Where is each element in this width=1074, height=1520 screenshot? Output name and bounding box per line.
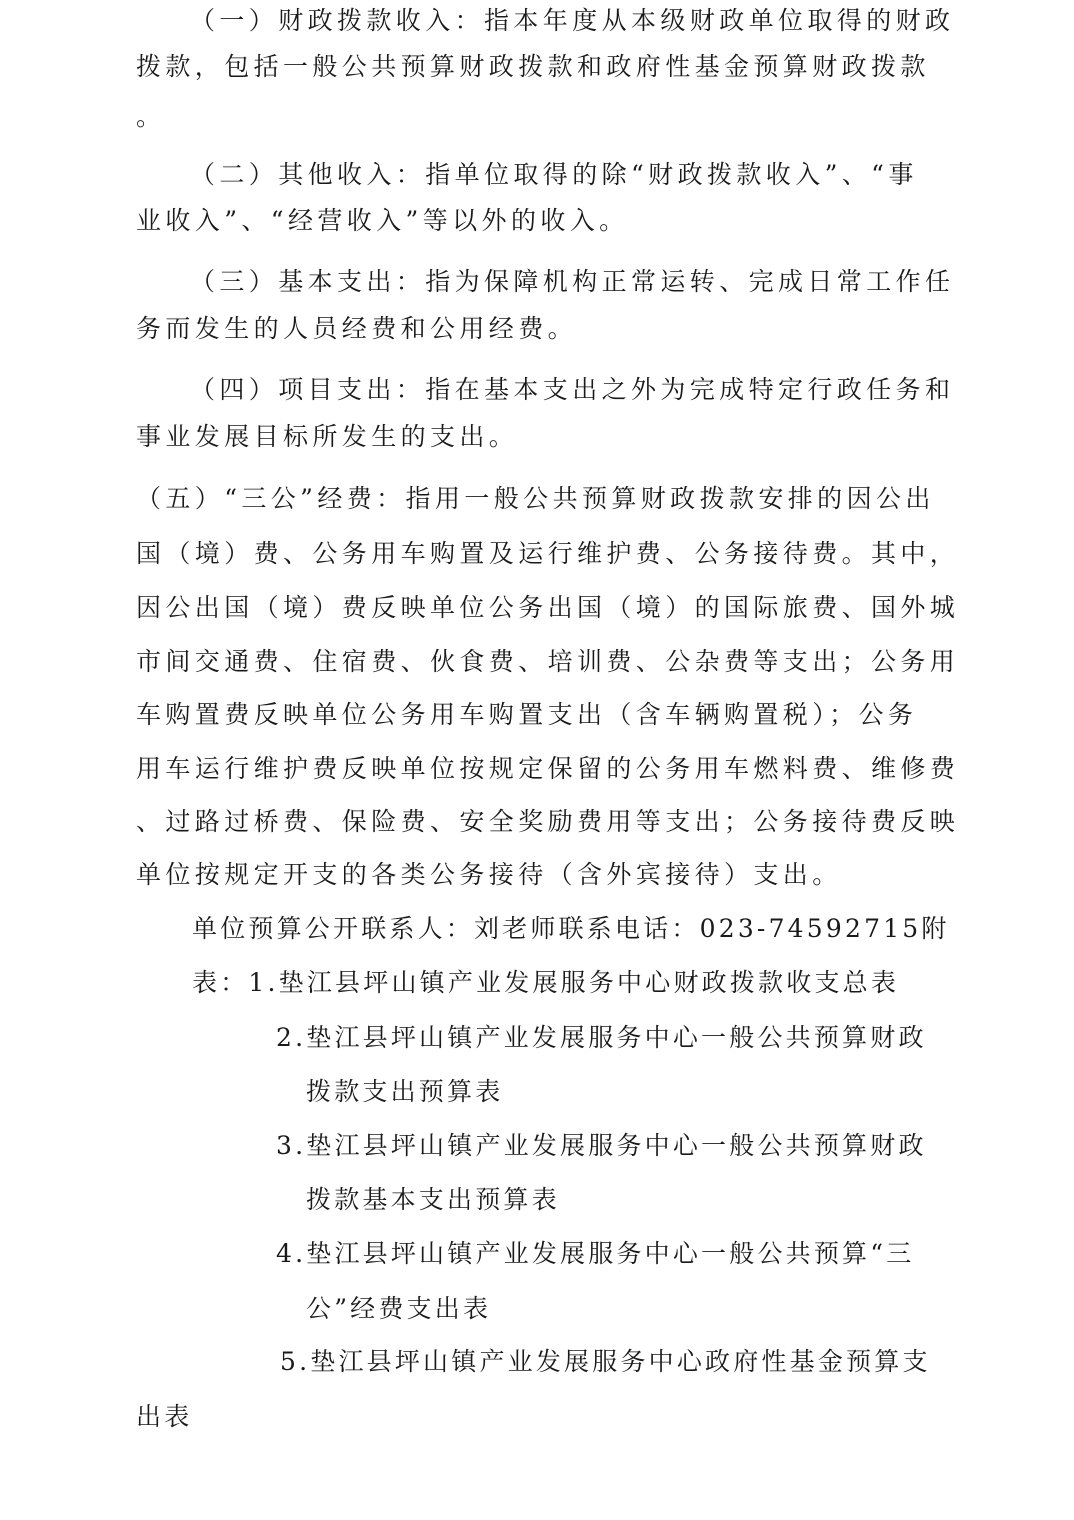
item5-line8: 单位按规定开支的各类公务接待（含外宾接待）支出。	[136, 860, 842, 889]
item1-line2: 拨款，包括一般公共预算财政拨款和政府性基金预算财政拨款	[136, 52, 930, 81]
item5-line3: 因公出国（境）费反映单位公务出国（境）的国际旅费、国外城	[136, 593, 960, 622]
item5-line6: 用车运行维护费反映单位按规定保留的公务用车燃料费、维修费	[136, 754, 960, 783]
attachments-lead: 表：1.垫江县坪山镇产业发展服务中心财政拨款收支总表	[192, 968, 900, 997]
attachment-2-line1: 2.垫江县坪山镇产业发展服务中心一般公共预算财政	[276, 1023, 927, 1052]
attachment-2-line2: 拨款支出预算表	[306, 1077, 504, 1106]
attachment-3-line2: 拨款基本支出预算表	[306, 1185, 560, 1214]
attachment-5-line1: 5.垫江县坪山镇产业发展服务中心政府性基金预算支	[280, 1347, 931, 1376]
item4-line2: 事业发展目标所发生的支出。	[136, 422, 519, 451]
attachment-4-line2: 公”经费支出表	[306, 1294, 492, 1323]
item2-line2: 业收入”、“经营收入”等以外的收入。	[136, 206, 629, 235]
item2-line1: （二）其他收入：指单位取得的除“财政拨款收入”、“事	[190, 160, 918, 189]
item5-line7: 、过路过桥费、保险费、安全奖励费用等支出；公务接待费反映	[136, 807, 960, 836]
item4-line1: （四）项目支出：指在基本支出之外为完成特定行政任务和	[190, 375, 955, 404]
item3-line2: 务而发生的人员经费和公用经费。	[136, 314, 578, 343]
attachment-4-line1: 4.垫江县坪山镇产业发展服务中心一般公共预算“三	[276, 1239, 915, 1268]
item1-line1: （一）财政拨款收入：指本年度从本级财政单位取得的财政	[190, 6, 955, 35]
item5-line2: 国（境）费、公务用车购置及运行维护费、公务接待费。其中，	[136, 539, 960, 568]
item3-line1: （三）基本支出：指为保障机构正常运转、完成日常工作任	[190, 267, 955, 296]
item5-line1: （五）“三公”经费：指用一般公共预算财政拨款安排的因公出	[136, 484, 935, 513]
item5-line5: 车购置费反映单位公务用车购置支出（含车辆购置税）；公务	[136, 700, 918, 729]
contact-line: 单位预算公开联系人：刘老师联系电话：023-74592715附	[192, 914, 950, 943]
item5-line4: 市间交通费、住宿费、伙食费、培训费、公杂费等支出；公务用	[136, 647, 960, 676]
item1-line3: 。	[136, 102, 166, 131]
attachment-5-line2: 出表	[136, 1402, 193, 1431]
attachment-3-line1: 3.垫江县坪山镇产业发展服务中心一般公共预算财政	[276, 1131, 927, 1160]
